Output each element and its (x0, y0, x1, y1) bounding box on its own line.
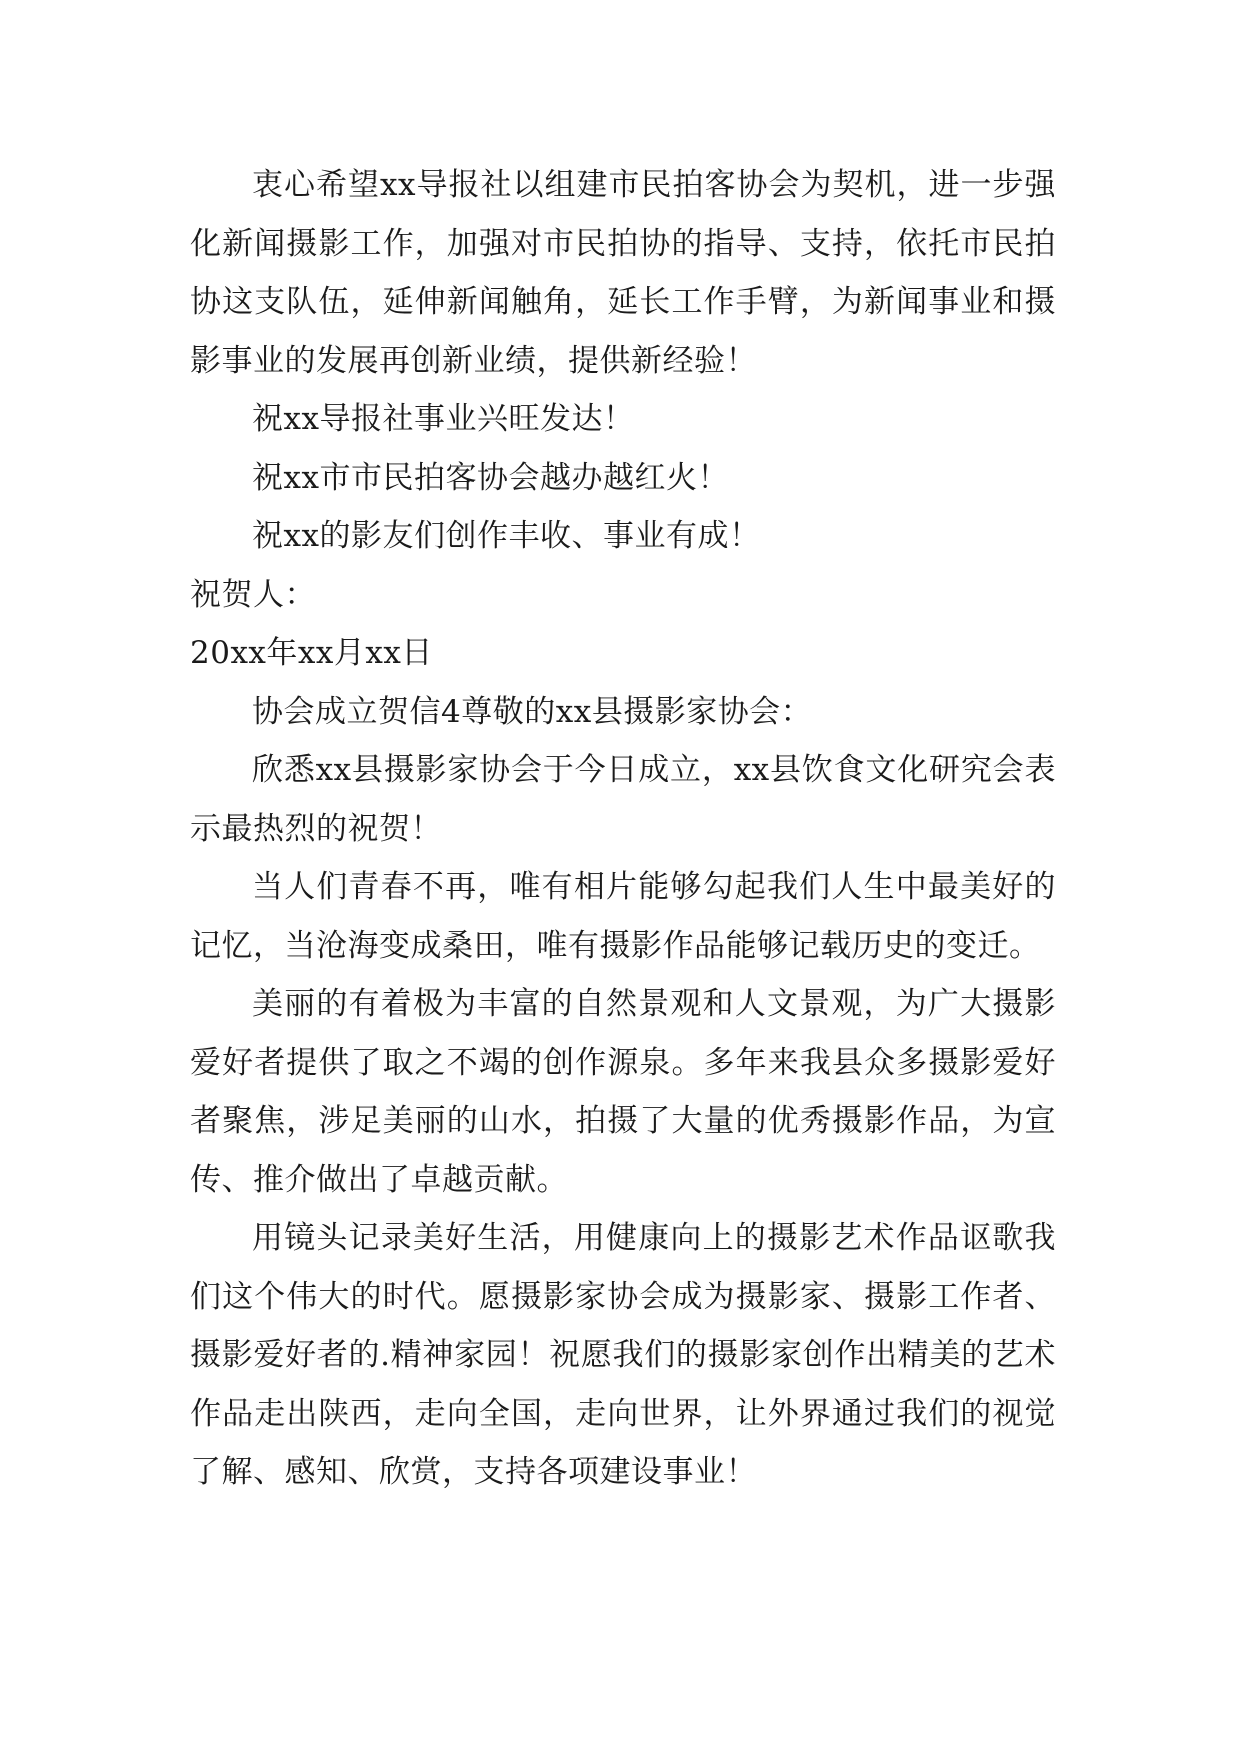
paragraph-hope: 衷心希望xx导报社以组建市民拍客协会为契机，进一步强化新闻摄影工作，加强对市民拍协的指导、支持，依托市民拍协这支队伍，延伸新闻触角，延长工作手臂，为新闻事业和摄影事业的发展再创新业绩，提供新经验！ (190, 167, 1056, 379)
document-body (190, 156, 1056, 1502)
letter-heading: 协会成立贺信4尊敬的xx县摄影家协会： (252, 693, 813, 730)
paragraph-wish-newspaper: 祝xx导报社事业兴旺发达！ (252, 401, 635, 437)
paragraph-landscape: 美丽的有着极为丰富的自然景观和人文景观，为广大摄影爱好者提供了取之不竭的创作源泉。多年来我县众多摄影爱好者聚焦，涉足美丽的山水，拍摄了大量的优秀摄影作品，为宣传、推介做出了卓越贡献。 (190, 986, 1056, 1198)
paragraph-wish-association: 祝xx市市民拍客协会越办越红火！ (252, 459, 729, 496)
paragraph-closing: 用镜头记录美好生活，用健康向上的摄影艺术作品讴歌我们这个伟大的时代。愿摄影家协会成为摄影家、摄影工作者、摄影爱好者的.精神家园！祝愿我们的摄影家创作出精美的艺术作品走出陕西，走向全国，走向世界，让外界通过我们的视觉了解、感知、欣赏，支持各项建设事业！ (190, 1220, 1056, 1490)
signature-label: 祝贺人： (190, 576, 316, 613)
paragraph-wish-photographers: 祝xx的影友们创作丰收、事业有成！ (252, 518, 761, 554)
paragraph-memory: 当人们青春不再，唯有相片能够勾起我们人生中最美好的记忆，当沧海变成桑田，唯有摄影作品能够记载历史的变迁。 (190, 869, 1056, 964)
paragraph-congratulation: 欣悉xx县摄影家协会于今日成立，xx县饮食文化研究会表示最热烈的祝贺！ (190, 752, 1056, 847)
signature-date: 20xx年xx月xx日 (190, 635, 433, 671)
